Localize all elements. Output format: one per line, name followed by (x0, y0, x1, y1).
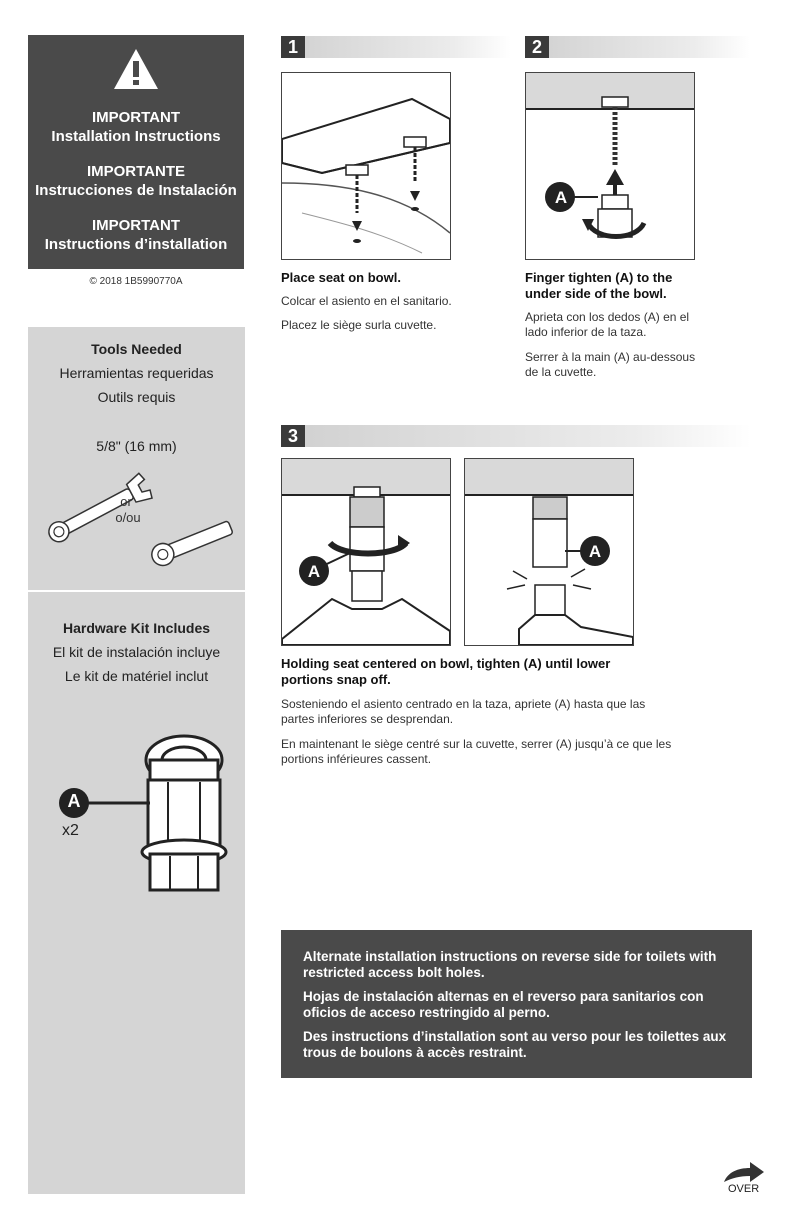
step-3-figure-right (464, 458, 634, 646)
step-3-caption-line2: portions snap off. (281, 672, 391, 687)
step-1-fr: Placez le siège surla cuvette. (281, 318, 437, 332)
header-fr-subtitle: Instructions d’installation (44, 236, 228, 253)
step-2-number: 2 (525, 36, 549, 58)
finger-tighten-illustration (526, 73, 694, 259)
tools-title: Tools Needed (91, 341, 182, 357)
part-label: A (67, 791, 81, 811)
copyright: © 2018 1B5990770A (89, 276, 183, 287)
header-es-subtitle: Instrucciones de Instalación (35, 182, 237, 199)
tools-needed-panel (28, 327, 245, 590)
snap-off-illustration (465, 459, 633, 645)
step-2-es-line1: Aprieta con los dedos (A) en el (525, 310, 690, 324)
tools-title-es: Herramientas requeridas (59, 365, 214, 381)
hardware-kit-panel (28, 592, 245, 1194)
header-fr-title: IMPORTANT (91, 217, 181, 234)
step-3-es-line1: Sosteniendo el asiento centrado en la taza, apriete (A) hasta que las (281, 697, 646, 711)
exclamation-triangle-icon (112, 47, 160, 91)
step-2-header (525, 36, 750, 58)
header-es-title: IMPORTANTE (86, 163, 186, 180)
step-3-fr-line2: portions inférieures cassent. (281, 752, 432, 766)
step-1-header (281, 36, 511, 58)
or-alt-label: o/ou (115, 510, 141, 525)
step-3-es-line2: partes inferiores se desprendan. (281, 712, 454, 726)
important-header (28, 35, 244, 269)
step-3-header (281, 425, 751, 447)
or-label: or (120, 494, 132, 509)
tools-title-fr: Outils requis (97, 389, 176, 405)
step-1-caption: Place seat on bowl. (281, 270, 401, 285)
alt-es-line1: Hojas de instalación alternas en el reverso para sanitarios con (303, 989, 704, 1004)
step-3-fr-line1: En maintenant le siège centré sur la cuvette, serrer (A) jusqu’à ce que les (281, 737, 672, 751)
step-1-es: Colcar el asiento en el sanitario. (281, 294, 452, 308)
step-2-caption-line2: under side of the bowl. (525, 286, 667, 301)
tighten-wrench-illustration (282, 459, 450, 645)
step-3-figure-left (281, 458, 451, 646)
step-2-fr-line1: Serrer à la main (A) au-dessous (525, 350, 696, 364)
kit-title: Hardware Kit Includes (62, 620, 211, 636)
step-3-left-callout-label: A (307, 562, 321, 581)
alt-es-line2: oficios de acceso restringido al perno. (303, 1005, 550, 1020)
alternate-instructions-notice (281, 930, 752, 1078)
over-label: OVER (728, 1183, 760, 1195)
kit-title-fr: Le kit de matériel inclut (64, 668, 209, 684)
curved-arrow-right-icon (722, 1160, 766, 1184)
kit-title-es: El kit de instalación incluye (52, 644, 221, 660)
step-3-right-callout-label: A (588, 542, 602, 561)
wrench-size: 5/8" (16 mm) (96, 438, 177, 454)
step-3-caption-line1: Holding seat centered on bowl, tighten (A) until lower (281, 656, 611, 671)
alt-fr-line1: Des instructions d’installation sont au verso pour les toilettes aux (303, 1029, 727, 1044)
header-en-subtitle: Installation Instructions (51, 128, 221, 145)
alt-en-line2: restricted access bolt holes. (303, 965, 485, 980)
step-2-es-line2: lado inferior de la taza. (525, 325, 647, 339)
step-3-number: 3 (281, 425, 305, 447)
step-2-fr-line2: de la cuvette. (525, 365, 597, 379)
step-2-figure (525, 72, 695, 260)
alt-en-line1: Alternate installation instructions on reverse side for toilets with (303, 949, 717, 964)
seat-on-bowl-illustration (282, 73, 450, 259)
alt-fr-line2: trous de boulons à accès restraint. (303, 1045, 527, 1060)
step-2-caption-line1: Finger tighten (A) to the (525, 270, 673, 285)
step-2-callout-label: A (554, 188, 568, 207)
step-1-number: 1 (281, 36, 305, 58)
over-indicator (722, 1160, 766, 1196)
part-quantity: x2 (62, 822, 79, 839)
step-1-figure (281, 72, 451, 260)
header-en-title: IMPORTANT (91, 109, 181, 126)
